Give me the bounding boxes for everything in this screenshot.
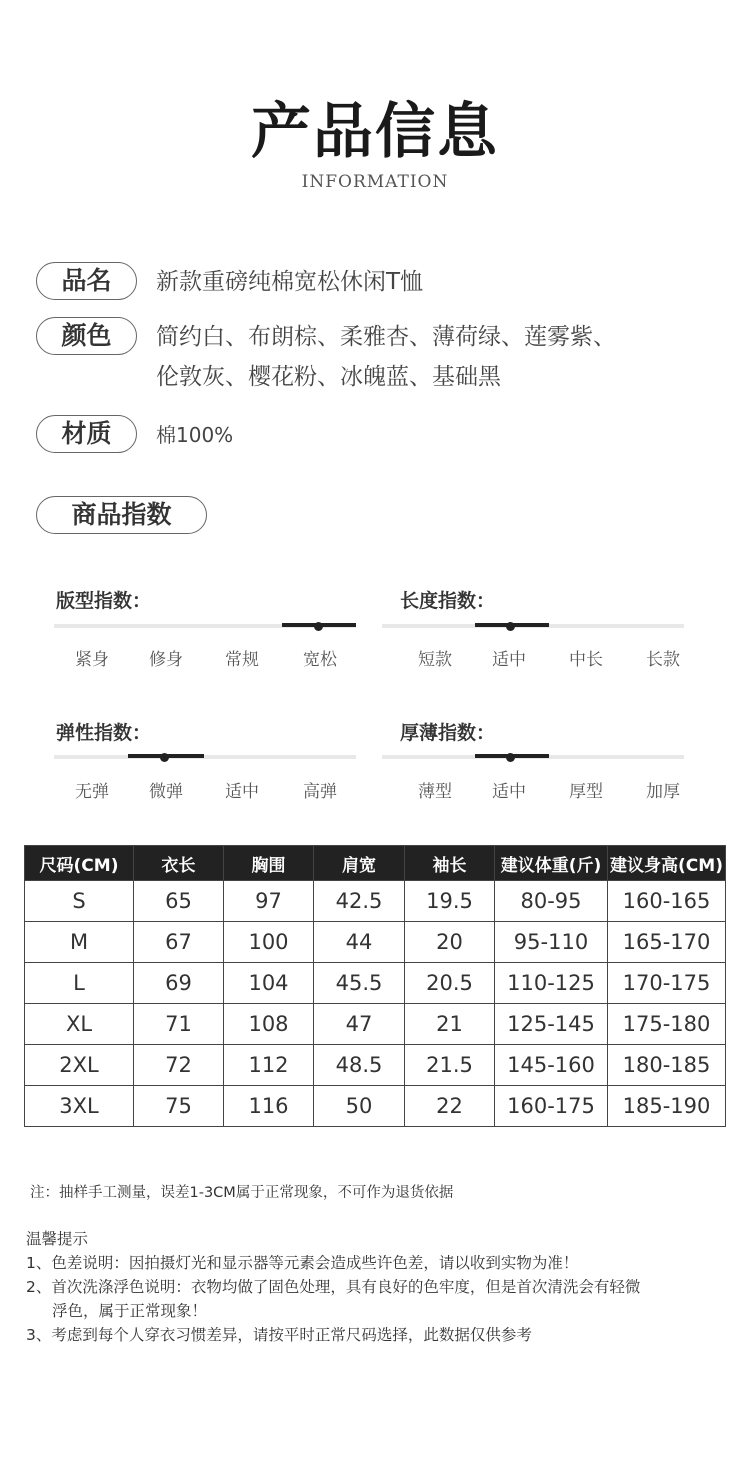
- table-cell: 180-185: [608, 1045, 726, 1086]
- size-table-header-row: [25, 846, 726, 881]
- elasticity-option-2: 微弹: [149, 782, 183, 802]
- tip-line-2-continued: 浮色，属于正常现象！: [52, 1302, 208, 1320]
- table-cell: 112: [224, 1045, 314, 1086]
- table-cell: 71: [134, 1004, 224, 1045]
- length-option-4: 长款: [646, 650, 680, 670]
- table-cell: 108: [224, 1004, 314, 1045]
- table-row: [25, 963, 726, 1004]
- table-cell: 75: [134, 1086, 224, 1127]
- header-sleeve: 袖长: [405, 846, 495, 881]
- header-length: 衣长: [134, 846, 224, 881]
- page-title: 产品信息: [251, 97, 499, 167]
- table-cell: 20: [405, 922, 495, 963]
- table-cell: 47: [314, 1004, 405, 1045]
- table-cell: 80-95: [495, 881, 608, 922]
- table-cell: 42.5: [314, 881, 405, 922]
- fit-option-1: 紧身: [75, 650, 109, 670]
- elasticity-option-3: 适中: [225, 782, 259, 802]
- thickness-index-marker: [506, 753, 515, 762]
- table-cell: 3XL: [25, 1086, 134, 1127]
- table-cell: 110-125: [495, 963, 608, 1004]
- product-name: 新款重磅纯棉宽松休闲T恤: [156, 269, 424, 295]
- table-cell: 22: [405, 1086, 495, 1127]
- table-cell: 160-165: [608, 881, 726, 922]
- tip-line-1: 1、色差说明：因拍摄灯光和显示器等元素会造成些许色差，请以收到实物为准！: [26, 1254, 579, 1272]
- length-index-label: 长度指数：: [400, 590, 496, 612]
- table-cell: L: [25, 963, 134, 1004]
- table-cell: 165-170: [608, 922, 726, 963]
- table-row: [25, 1004, 726, 1045]
- thickness-option-4: 加厚: [646, 782, 680, 802]
- table-cell: 48.5: [314, 1045, 405, 1086]
- fit-index-track: [54, 624, 356, 628]
- table-cell: 104: [224, 963, 314, 1004]
- header-height: 建议身高(CM): [608, 846, 726, 881]
- material-value: 棉100%: [156, 423, 234, 447]
- table-cell: 21.5: [405, 1045, 495, 1086]
- table-cell: 170-175: [608, 963, 726, 1004]
- elasticity-option-4: 高弹: [303, 782, 337, 802]
- table-row: [25, 1045, 726, 1086]
- table-cell: 65: [134, 881, 224, 922]
- table-cell: 67: [134, 922, 224, 963]
- length-option-3: 中长: [569, 650, 603, 670]
- table-cell: 44: [314, 922, 405, 963]
- elasticity-index-marker: [160, 753, 169, 762]
- fit-index-marker: [314, 622, 323, 631]
- table-cell: 97: [224, 881, 314, 922]
- tip-line-2: 2、首次洗涤浮色说明：衣物均做了固色处理，具有良好的色牢度，但是首次清洗会有轻微: [26, 1278, 641, 1296]
- table-cell: 95-110: [495, 922, 608, 963]
- fit-option-2: 修身: [149, 650, 183, 670]
- length-option-2: 适中: [492, 650, 526, 670]
- table-cell: 45.5: [314, 963, 405, 1004]
- table-row: [25, 1086, 726, 1127]
- elasticity-option-1: 无弹: [75, 782, 109, 802]
- measurement-note: 注：抽样手工测量，误差1-3CM属于正常现象，不可作为退货依据: [30, 1185, 454, 1201]
- color-label-pill: 颜色: [36, 317, 137, 355]
- size-table: [24, 845, 726, 1127]
- table-cell: 69: [134, 963, 224, 1004]
- table-cell: 185-190: [608, 1086, 726, 1127]
- thickness-option-3: 厚型: [569, 782, 603, 802]
- table-cell: 100: [224, 922, 314, 963]
- elasticity-index-track: [54, 755, 356, 759]
- table-cell: M: [25, 922, 134, 963]
- table-cell: 21: [405, 1004, 495, 1045]
- indices-section-pill: 商品指数: [36, 496, 207, 534]
- header-shoulder: 肩宽: [314, 846, 405, 881]
- length-option-1: 短款: [418, 650, 452, 670]
- table-row: [25, 922, 726, 963]
- header-chest: 胸围: [224, 846, 314, 881]
- length-index-track: [382, 624, 684, 628]
- table-cell: 125-145: [495, 1004, 608, 1045]
- color-list-line-1: 简约白、布朗棕、柔雅杏、薄荷绿、莲雾紫、: [156, 324, 616, 350]
- page-subtitle: INFORMATION: [301, 172, 449, 192]
- table-cell: S: [25, 881, 134, 922]
- thickness-index-track: [382, 755, 684, 759]
- table-cell: 20.5: [405, 963, 495, 1004]
- table-cell: 19.5: [405, 881, 495, 922]
- table-cell: XL: [25, 1004, 134, 1045]
- table-cell: 72: [134, 1045, 224, 1086]
- thickness-index-label: 厚薄指数：: [400, 722, 496, 744]
- tips-title: 温馨提示: [26, 1230, 89, 1248]
- fit-option-3: 常规: [225, 650, 259, 670]
- table-cell: 160-175: [495, 1086, 608, 1127]
- table-cell: 50: [314, 1086, 405, 1127]
- length-index-marker: [506, 622, 515, 631]
- name-label-pill: 品名: [36, 262, 137, 300]
- thickness-option-2: 适中: [492, 782, 526, 802]
- material-label-pill: 材质: [36, 415, 137, 453]
- table-cell: 2XL: [25, 1045, 134, 1086]
- fit-index-label: 版型指数：: [56, 590, 152, 612]
- table-row: [25, 881, 726, 922]
- tip-line-3: 3、考虑到每个人穿衣习惯差异，请按平时正常尺码选择，此数据仅供参考: [26, 1326, 532, 1344]
- elasticity-index-label: 弹性指数：: [56, 722, 152, 744]
- header-weight: 建议体重(斤): [495, 846, 608, 881]
- fit-option-4: 宽松: [303, 650, 337, 670]
- thickness-option-1: 薄型: [418, 782, 452, 802]
- header-size: 尺码(CM): [25, 846, 134, 881]
- table-cell: 116: [224, 1086, 314, 1127]
- table-cell: 175-180: [608, 1004, 726, 1045]
- table-cell: 145-160: [495, 1045, 608, 1086]
- color-list-line-2: 伦敦灰、樱花粉、冰魄蓝、基础黑: [156, 364, 501, 390]
